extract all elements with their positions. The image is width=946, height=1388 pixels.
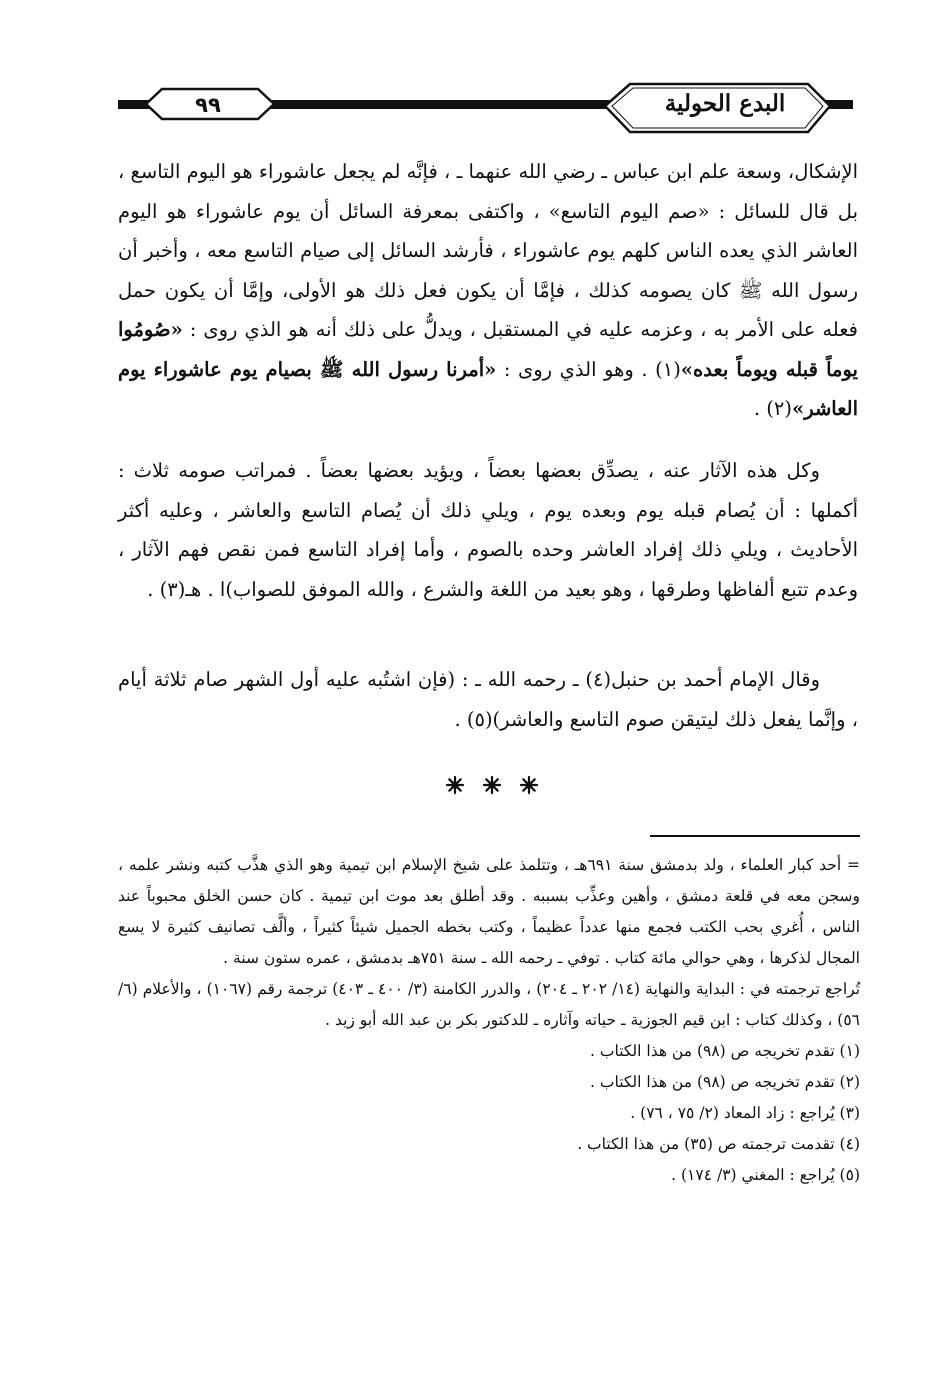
paragraph-1 — [118, 152, 858, 429]
footnote-item: (١) تقدم تخريجه ص (٩٨) من هذا الكتاب . — [590, 1042, 860, 1060]
footnote-item: (٣) يُراجع : زاد المعاد (٢/ ٧٥ ، ٧٦) . — [630, 1104, 860, 1122]
footnote-item: (٢) تقدم تخريجه ص (٩٨) من هذا الكتاب . — [590, 1073, 860, 1091]
footnote-divider — [650, 835, 860, 837]
footnote-item: (٥) يُراجع : المغني (٣/ ١٧٤) . — [671, 1166, 860, 1184]
section-separator — [443, 773, 553, 797]
paragraph-3: وقال الإمام أحمد بن حنبل(٤) ـ رحمه الله ـ : (فإن اشتُبه عليه أول الشهر صام ثلاثة أيام ، وإنَّما يفعل ذلك ليتيقن صوم التاسع والعاشر)(٥) . — [118, 668, 858, 731]
footnotes — [118, 850, 860, 1191]
paragraph-2: وكل هذه الآثار عنه ، يصدِّق بعضها بعضاً ، ويؤيد بعضها بعضاً . فمراتب صومه ثلاث : أكملها : أن يُصام قبله يوم وبعده يوم ، ويلي ذلك أن يُصام التاسع والعاشر ، وعليه أكثر الأحاديث ، ويلي ذلك إفراد العاشر وحده بالصوم ، وأما إفراد التاسع فمن نقص فهم الآثار ، وعدم تتبع ألفاظها وطرقها ، وهو بعيد من اللغة والشرع ، والله الموفق للصواب)ا . هـ(٣) . — [118, 459, 858, 601]
book-title: البدع الحولية — [664, 90, 786, 117]
footnote-continuation: = أحد كبار العلماء ، ولد بدمشق سنة ٦٩١هـ ، وتتلمذ على شيخ الإسلام ابن تيمية وهو الذي هذَّب كتبه ونشر علمه ، وسجن معه في قلعة دمشق ، وأهين وعذِّب بسببه . وقد أطلق بعد موت ابن تيمية . كان حسن الخلق محبوباً عند الناس ، أُغري بحب الكتب فجمع منها عدداً عظيماً ، وكتب بخطه الجميل شيئاً كثيراً ، وألَّف تصانيف كثيرة لا يسع المجال لذكرها ، وهي حوالي مائة كتاب . توفي ـ رحمه الله ـ سنة ٧٥١هـ بدمشق ، عمره ستون سنة . — [118, 856, 860, 967]
hadith-quote-2: «أمرنا رسول الله ﷺ بصيام يوم عاشوراء يوم العاشر» — [118, 357, 858, 420]
running-header — [118, 80, 853, 138]
paragraph-1-text-a: الإشكال، وسعة علم ابن عباس ـ رضي الله عنهما ـ ، فإنَّه لم يجعل عاشوراء هو اليوم التاسع ، بل قال للسائل : «صم اليوم التاسع» ، واكتفى بمعرفة السائل أن يوم عاشوراء هو اليوم العاشر الذي يعده الناس كلهم يوم عاشوراء ، فأرشد السائل إلى صيام التاسع معه ، وأخبر أن رسول الله ﷺ كان يصومه كذلك ، فإمَّا أن يكون فعل ذلك هو الأولى، وإمَّا أن يكون حمل فعله على الأمر به ، وعزمه عليه في المستقبل ، ويدلُّ على ذلك أنه هو الذي روى : — [118, 160, 858, 341]
separator-star-icon — [521, 777, 537, 793]
separator-star-icon — [447, 777, 463, 793]
footnote-sources: تُراجع ترجمته في : البداية والنهاية (١٤/ ٢٠٢ ـ ٢٠٤) ، والدرر الكامنة (٣/ ٤٠٠ ـ ٤٠٣) ترجمة رقم (١٠٦٧) ، والأعلام (٦/ ٥٦) ، وكذلك كتاب : ابن قيم الجوزية ـ حياته وآثاره ـ للدكتور بكر بن عبد الله أبو زيد . — [118, 980, 861, 1029]
paragraph-1-text-c: (٢) . — [753, 397, 792, 420]
paragraph-1-text-b: (١) . وهو الذي روى : — [496, 357, 681, 381]
footnote-item: (٤) تقدمت ترجمته ص (٣٥) من هذا الكتاب . — [577, 1135, 860, 1153]
hadith-quote-1: «صُومُوا يوماً قبله ويوماً بعده» — [118, 318, 858, 381]
separator-star-icon — [484, 777, 500, 793]
page-number: ٩٩ — [195, 93, 221, 117]
